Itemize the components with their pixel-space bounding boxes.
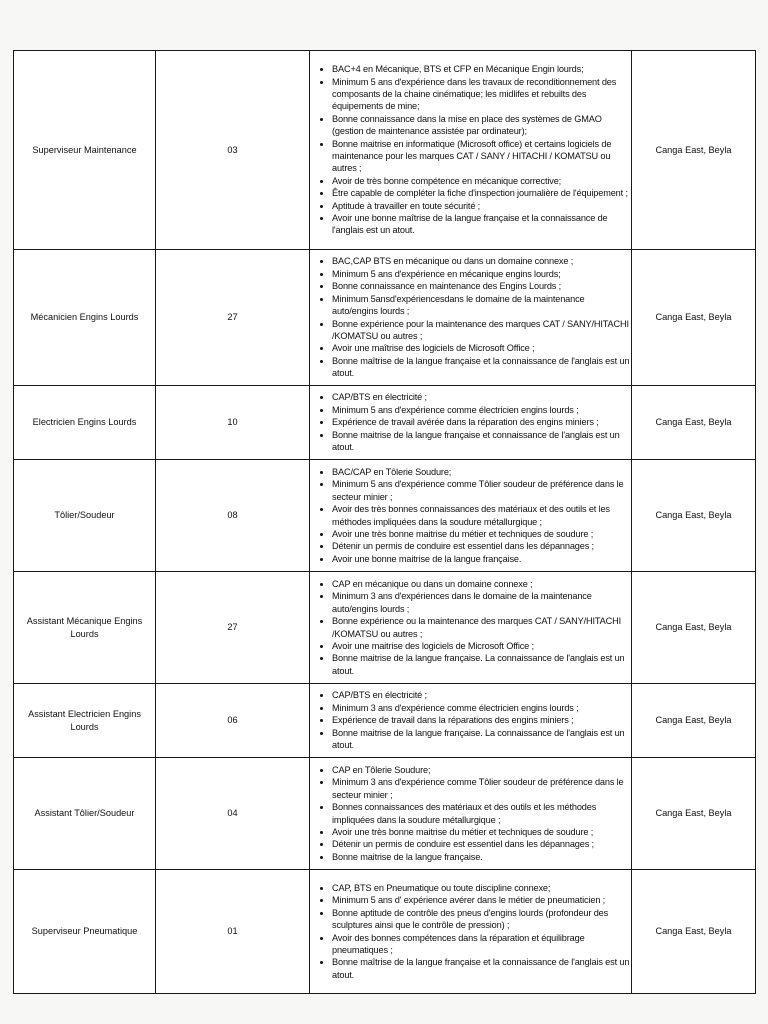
requirements-cell — [310, 870, 632, 994]
requirement-item: • Être capable de compléter la fiche d'inspection journalière de l'équipement ; — [332, 187, 631, 199]
requirements-list — [310, 882, 631, 981]
requirement-item: • Minimum 5 ans d'expérience dans les travaux de reconditionnement des composants de la chaine cinématique; les midlifes et rebuilts des équipements de mine; — [332, 76, 631, 113]
job-title: Assistant Tôlier/Soudeur — [14, 758, 156, 870]
requirements-cell — [310, 758, 632, 870]
requirement-item: • CAP/BTS en électricité ; — [332, 391, 631, 403]
job-title: Tôlier/Soudeur — [14, 460, 156, 572]
job-title: Superviseur Maintenance — [14, 51, 156, 250]
job-listings-body — [14, 51, 756, 994]
requirement-item: • CAP, BTS en Pneumatique ou toute discipline connexe; — [332, 882, 631, 894]
job-row — [14, 758, 756, 870]
requirement-item: • Bonne maîtrise de la langue française et la connaissance de l'anglais est un atout. — [332, 956, 631, 981]
requirement-item: • CAP en mécanique ou dans un domaine connexe ; — [332, 578, 631, 590]
requirement-item: • Minimum 3 ans d'expérience comme Tôlier soudeur de préférence dans le secteur minier ; — [332, 776, 631, 801]
requirement-item: • Bonne maîtrise de la langue française et la connaissance de l'anglais est un atout. — [332, 355, 631, 380]
requirements-cell — [310, 386, 632, 460]
job-location: Canga East, Beyla — [632, 386, 756, 460]
job-row — [14, 572, 756, 684]
requirement-item: • Détenir un permis de conduire est essentiel dans les dépannages ; — [332, 838, 631, 850]
requirement-item: • Bonne maitrise de la langue française. — [332, 851, 631, 863]
job-row — [14, 250, 756, 386]
requirement-item: • BAC+4 en Mécanique, BTS et CFP en Mécanique Engin lourds; — [332, 63, 631, 75]
job-location: Canga East, Beyla — [632, 460, 756, 572]
job-title: Electricien Engins Lourds — [14, 386, 156, 460]
requirements-cell — [310, 51, 632, 250]
position-count: 06 — [156, 684, 310, 758]
requirement-item: • Bonne maitrise de la langue française. La connaissance de l'anglais est un atout. — [332, 652, 631, 677]
requirement-item: • Bonne expérience ou la maintenance des marques CAT / SANY/HITACHI /KOMATSU ou autres ; — [332, 615, 631, 640]
position-count: 04 — [156, 758, 310, 870]
requirement-item: • BAC,CAP BTS en mécanique ou dans un domaine connexe ; — [332, 255, 631, 267]
requirement-item: • Bonne maitrise de la langue française et connaissance de l'anglais est un atout. — [332, 429, 631, 454]
requirements-list — [310, 578, 631, 677]
job-listings-table — [13, 50, 756, 994]
requirements-list — [310, 466, 631, 565]
job-row — [14, 684, 756, 758]
requirement-item: • BAC/CAP en Tôlerie Soudure; — [332, 466, 631, 478]
job-location: Canga East, Beyla — [632, 870, 756, 994]
requirement-item: • Avoir des bonnes compétences dans la réparation et équilibrage pneumatiques ; — [332, 932, 631, 957]
requirement-item: • Avoir une bonne maîtrise de la langue française et la connaissance de l'anglais est un atout. — [332, 212, 631, 237]
requirement-item: • Minimum 5 ans d' expérience avérer dans le métier de pneumaticien ; — [332, 894, 631, 906]
requirements-list — [310, 689, 631, 751]
requirement-item: • Aptitude à travailler en toute sécurité ; — [332, 200, 631, 212]
job-row — [14, 460, 756, 572]
position-count: 27 — [156, 250, 310, 386]
requirements-list — [310, 391, 631, 453]
job-title: Assistant Electricien Engins Lourds — [14, 684, 156, 758]
requirement-item: • Bonne connaissance en maintenance des Engins Lourds ; — [332, 280, 631, 292]
requirement-item: • Minimum 5 ans d'expérience comme électricien engins lourds ; — [332, 404, 631, 416]
requirements-list — [310, 764, 631, 863]
requirement-item: • Bonnes connaissances des matériaux et des outils et les méthodes impliquées dans la soudure métallurgique ; — [332, 801, 631, 826]
requirement-item: • Avoir de très bonne compétence en mécanique corrective; — [332, 175, 631, 187]
requirement-item: • Minimum 3 ans d'expérience comme électricien engins lourds ; — [332, 702, 631, 714]
requirement-item: • Avoir une bonne maitrise de la langue française. — [332, 553, 631, 565]
requirement-item: • Expérience de travail avérée dans la réparation des engins miniers ; — [332, 416, 631, 428]
requirement-item: • Avoir des très bonnes connaissances des matériaux et des outils et les méthodes impliquées dans la soudure métallurgique ; — [332, 503, 631, 528]
job-row — [14, 51, 756, 250]
position-count: 01 — [156, 870, 310, 994]
job-row — [14, 870, 756, 994]
job-title: Superviseur Pneumatique — [14, 870, 156, 994]
requirements-cell — [310, 250, 632, 386]
requirement-item: • CAP/BTS en électricité ; — [332, 689, 631, 701]
job-title: Assistant Mécanique Engins Lourds — [14, 572, 156, 684]
position-count: 03 — [156, 51, 310, 250]
requirement-item: • CAP en Tôlerie Soudure; — [332, 764, 631, 776]
requirement-item: • Détenir un permis de conduire est essentiel dans les dépannages ; — [332, 540, 631, 552]
job-location: Canga East, Beyla — [632, 684, 756, 758]
requirement-item: • Bonne maitrise de la langue française. La connaissance de l'anglais est un atout. — [332, 727, 631, 752]
requirements-cell — [310, 572, 632, 684]
requirement-item: • Avoir une maitrise des logiciels de Microsoft Office ; — [332, 640, 631, 652]
job-title: Mécanicien Engins Lourds — [14, 250, 156, 386]
requirement-item: • Minimum 5 ans d'expérience en mécanique engins lourds; — [332, 268, 631, 280]
requirement-item: • Avoir une très bonne maitrise du métier et techniques de soudure ; — [332, 826, 631, 838]
requirements-cell — [310, 684, 632, 758]
requirement-item: • Bonne expérience pour la maintenance des marques CAT / SANY/HITACHI /KOMATSU ou autres ; — [332, 318, 631, 343]
requirement-item: • Avoir une maîtrise des logiciels de Microsoft Office ; — [332, 342, 631, 354]
position-count: 08 — [156, 460, 310, 572]
requirement-item: • Bonne aptitude de contrôle des pneus d'engins lourds (profondeur des sculptures ainsi que le contrôle de pression) ; — [332, 907, 631, 932]
requirement-item: • Expérience de travail dans la réparations des engins miniers ; — [332, 714, 631, 726]
requirements-list — [310, 63, 631, 237]
requirement-item: • Bonne maitrise en informatique (Microsoft office) et certains logiciels de maintenance pour les marques CAT / SANY / HITACHI / KOMATSU ou autres ; — [332, 138, 631, 175]
job-location: Canga East, Beyla — [632, 51, 756, 250]
requirements-cell — [310, 460, 632, 572]
job-location: Canga East, Beyla — [632, 572, 756, 684]
position-count: 27 — [156, 572, 310, 684]
requirement-item: • Minimum 5ansd'expériencesdans le domaine de la maintenance auto/engins lourds ; — [332, 293, 631, 318]
job-location: Canga East, Beyla — [632, 250, 756, 386]
requirement-item: • Minimum 5 ans d'expérience comme Tôlier soudeur de préférence dans le secteur minier ; — [332, 478, 631, 503]
position-count: 10 — [156, 386, 310, 460]
requirements-list — [310, 255, 631, 379]
requirement-item: • Avoir une très bonne maitrise du métier et techniques de soudure ; — [332, 528, 631, 540]
job-row — [14, 386, 756, 460]
requirement-item: • Minimum 3 ans d'expériences dans le domaine de la maintenance auto/engins lourds ; — [332, 590, 631, 615]
job-location: Canga East, Beyla — [632, 758, 756, 870]
requirement-item: • Bonne connaissance dans la mise en place des systèmes de GMAO (gestion de maintenance assistée par ordinateur); — [332, 113, 631, 138]
